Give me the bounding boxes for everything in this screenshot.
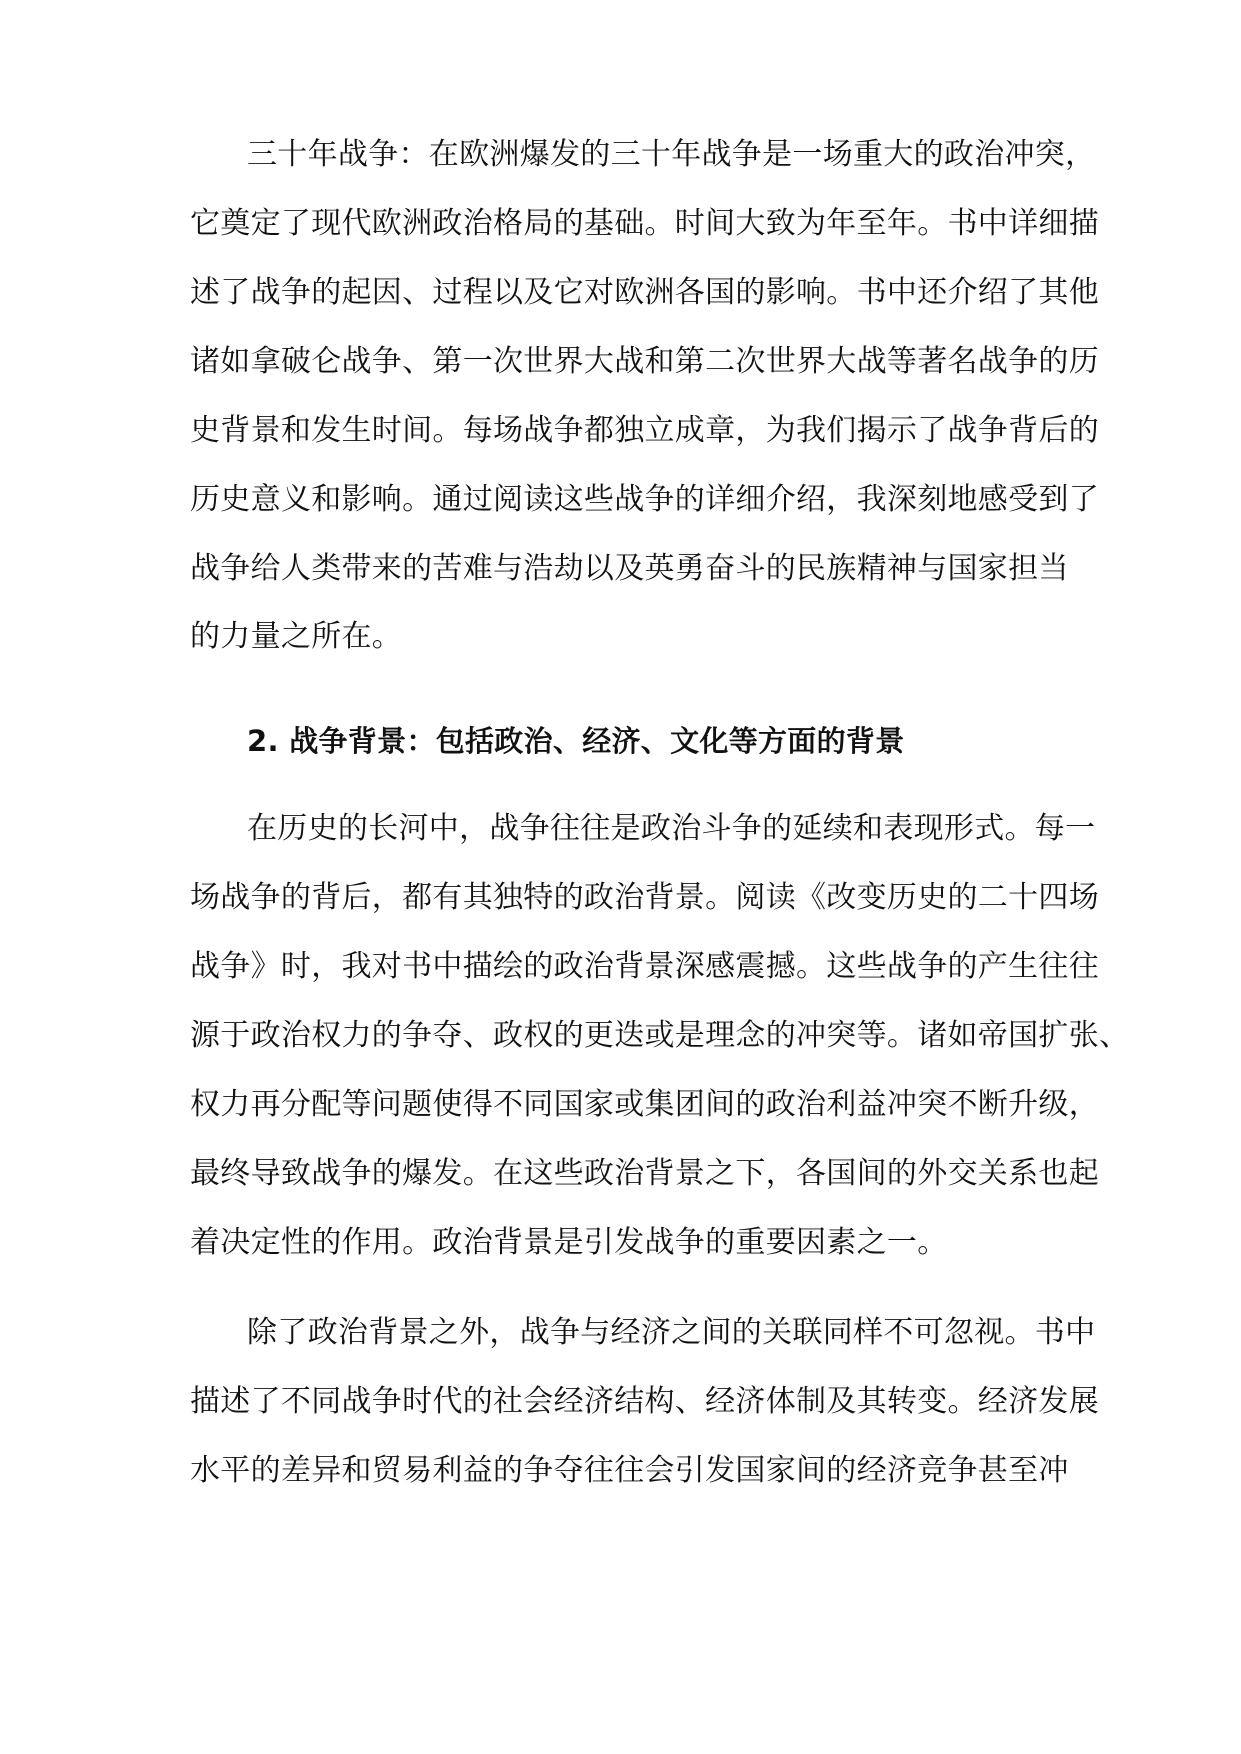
paragraph-1-line-8: 的力量之所在。	[190, 619, 403, 654]
paragraph-2-line-4: 源于政治权力的争夺、政权的更迭或是理念的冲突等。诸如帝国扩张、	[190, 1018, 1130, 1053]
paragraph-1-line-6: 历史意义和影响。通过阅读这些战争的详细介绍，我深刻地感受到了	[190, 482, 1099, 517]
paragraph-1-line-4: 诸如拿破仑战争、第一次世界大战和第二次世界大战等著名战争的历	[190, 344, 1099, 379]
paragraph-3-line-3: 水平的差异和贸易利益的争夺往往会引发国家间的经济竞争甚至冲	[190, 1453, 1069, 1488]
paragraph-1-line-1: 三十年战争：在欧洲爆发的三十年战争是一场重大的政治冲突，	[247, 137, 1096, 172]
paragraph-2-line-7: 着决定性的作用。政治背景是引发战争的重要因素之一。	[190, 1225, 948, 1260]
paragraph-3-line-2: 描述了不同战争时代的社会经济结构、经济体制及其转变。经济发展	[190, 1384, 1099, 1419]
section-heading: 2. 战争背景：包括政治、经济、文化等方面的背景	[247, 724, 905, 758]
paragraph-1-line-7: 战争给人类带来的苦难与浩劫以及英勇奋斗的民族精神与国家担当	[190, 551, 1069, 586]
paragraph-2-line-3: 战争》时，我对书中描绘的政治背景深感震撼。这些战争的产生往往	[190, 949, 1099, 984]
paragraph-2-line-2: 场战争的背后，都有其独特的政治背景。阅读《改变历史的二十四场	[190, 880, 1099, 915]
paragraph-3-line-1: 除了政治背景之外，战争与经济之间的关联同样不可忽视。书中	[247, 1315, 1096, 1350]
paragraph-2-line-1: 在历史的长河中，战争往往是政治斗争的延续和表现形式。每一	[247, 811, 1096, 846]
paragraph-1-line-5: 史背景和发生时间。每场战争都独立成章，为我们揭示了战争背后的	[190, 413, 1099, 448]
paragraph-1-line-3: 述了战争的起因、过程以及它对欧洲各国的影响。书中还介绍了其他	[190, 275, 1099, 310]
paragraph-1-line-2: 它奠定了现代欧洲政治格局的基础。时间大致为年至年。书中详细描	[190, 206, 1099, 241]
paragraph-2-line-6: 最终导致战争的爆发。在这些政治背景之下，各国间的外交关系也起	[190, 1156, 1099, 1191]
paragraph-2-line-5: 权力再分配等问题使得不同国家或集团间的政治利益冲突不断升级，	[190, 1087, 1099, 1122]
